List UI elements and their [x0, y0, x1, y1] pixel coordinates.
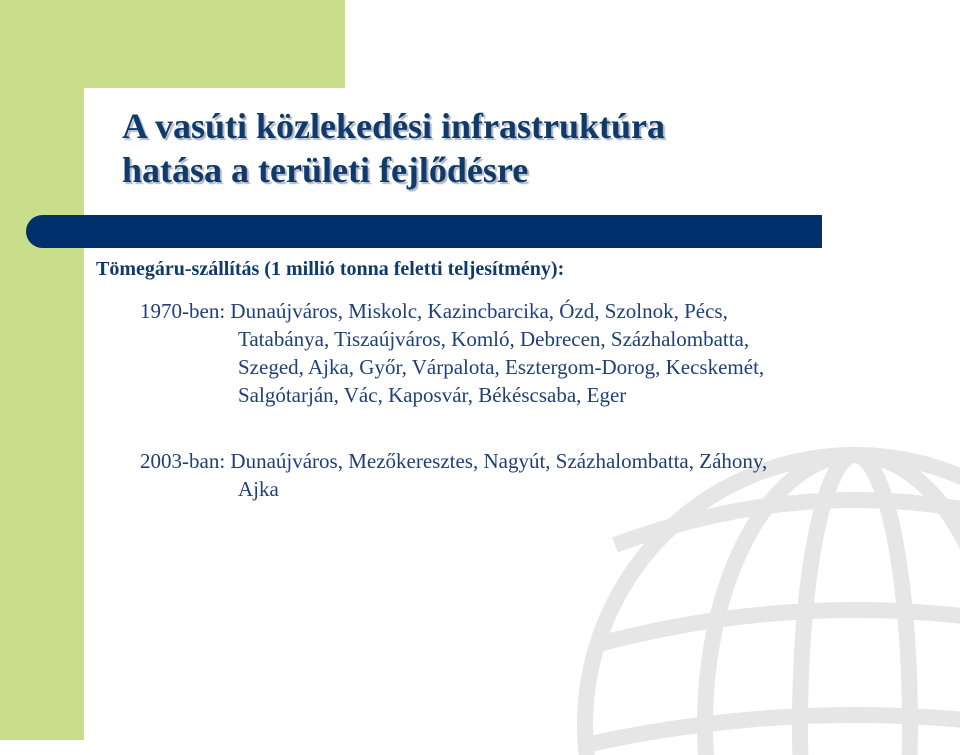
green-side-band	[0, 0, 84, 740]
slide-title	[122, 104, 665, 192]
text-line: Ajka	[238, 477, 279, 501]
text-line: 1970-ben: Dunaújváros, Miskolc, Kazincbarcika, Ózd, Szolnok, Pécs,	[140, 299, 728, 323]
text-line: Szeged, Ajka, Győr, Várpalota, Esztergom-Dorog, Kecskemét,	[238, 355, 765, 379]
title-line-2: hatása a területi fejlődésre	[122, 150, 529, 190]
title-underline-bar	[26, 215, 822, 248]
text-line: Tatabánya, Tiszaújváros, Komló, Debrecen, Százhalombatta,	[238, 327, 750, 351]
section-heading: Tömegáru-szállítás (1 millió tonna feletti teljesítmény):	[96, 258, 565, 280]
green-top-band	[0, 0, 345, 88]
paragraph-2003	[140, 447, 767, 503]
title-line-1: A vasúti közlekedési infrastruktúra	[122, 106, 666, 146]
text-line: Salgótarján, Vác, Kaposvár, Békéscsaba, Eger	[238, 383, 627, 407]
paragraph-1970	[140, 297, 764, 409]
text-line: 2003-ban: Dunaújváros, Mezőkeresztes, Nagyút, Százhalombatta, Záhony,	[140, 449, 768, 473]
